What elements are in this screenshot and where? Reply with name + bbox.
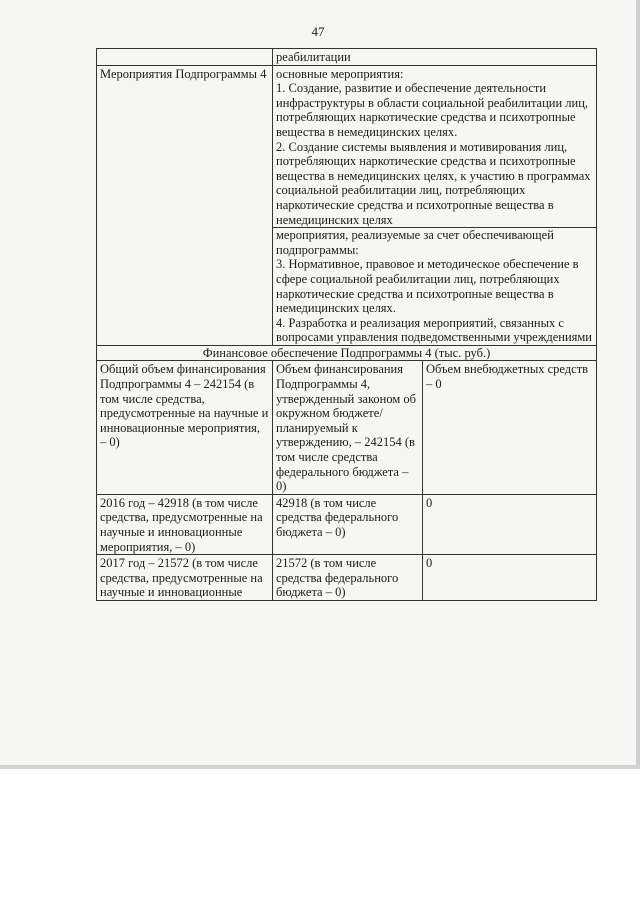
finance-year-2016-cell: 2016 год – 42918 (в том числе средства, предусмотренные на научные и инновационные мероприятия, – 0) — [97, 494, 273, 554]
events-heading: основные мероприятия: — [276, 66, 404, 81]
finance-offbudget-2016-cell: 0 — [423, 494, 597, 554]
finance-budget-2017-cell: 21572 (в том числе средства федерального бюджета – 0) — [273, 555, 423, 601]
event-item-4: 4. Разработка и реализация мероприятий, связанных с вопросами управления подведомственными учреждениями — [276, 315, 592, 345]
empty-cell — [97, 49, 273, 66]
events-content-cell — [273, 65, 597, 345]
subprogram-table — [96, 48, 597, 601]
table-row — [97, 494, 597, 554]
table-row — [97, 49, 597, 66]
events-label-cell: Мероприятия Подпрограммы 4 — [97, 65, 273, 345]
finance-budget-cell: Объем финансирования Подпрограммы 4, утвержденный законом об окружном бюджете/ планируемый к утверждению, – 242154 (в том числе средства федерального бюджета – 0) — [273, 361, 423, 494]
finance-total-cell: Общий объем финансирования Подпрограммы 4 – 242154 (в том числе средства, предусмотренные на научные и инновационные мероприятия, – 0) — [97, 361, 273, 494]
finance-offbudget-2017-cell: 0 — [423, 555, 597, 601]
finance-offbudget-cell: Объем внебюджетных средств – 0 — [423, 361, 597, 494]
table-row — [97, 345, 597, 361]
event-item-2: 2. Создание системы выявления и мотивирования лиц, потребляющих наркотические средства и психотропные вещества в немедицинских целях, к участию в программах социальной реабилитации лиц, потребляющих наркотические средства и психотропные вещества в немедицинских целях — [276, 139, 591, 227]
table-row — [97, 361, 597, 494]
secondary-heading: мероприятия, реализуемые за счет обеспечивающей подпрограммы: — [276, 228, 554, 257]
continued-text-cell: реабилитации — [273, 49, 597, 66]
table-row — [97, 555, 597, 601]
event-item-3: 3. Нормативное, правовое и методическое обеспечение в сфере социальной реабилитации лиц, потребляющих наркотические средства и психотропные вещества в немедицинских целях. — [276, 257, 579, 316]
finance-budget-2016-cell: 42918 (в том числе средства федерального бюджета – 0) — [273, 494, 423, 554]
event-item-1: 1. Создание, развитие и обеспечение деятельности инфраструктуры в области социальной реабилитации лиц, потребляющих наркотические средства и психотропные вещества в немедицинских целях. — [276, 81, 589, 139]
events-secondary-block — [273, 227, 596, 345]
finance-year-2017-cell: 2017 год – 21572 (в том числе средства, предусмотренные на научные и инновационные — [97, 555, 273, 601]
table-row — [97, 65, 597, 345]
finance-header: Финансовое обеспечение Подпрограммы 4 (тыс. руб.) — [97, 345, 597, 361]
page-number: 47 — [311, 24, 325, 39]
